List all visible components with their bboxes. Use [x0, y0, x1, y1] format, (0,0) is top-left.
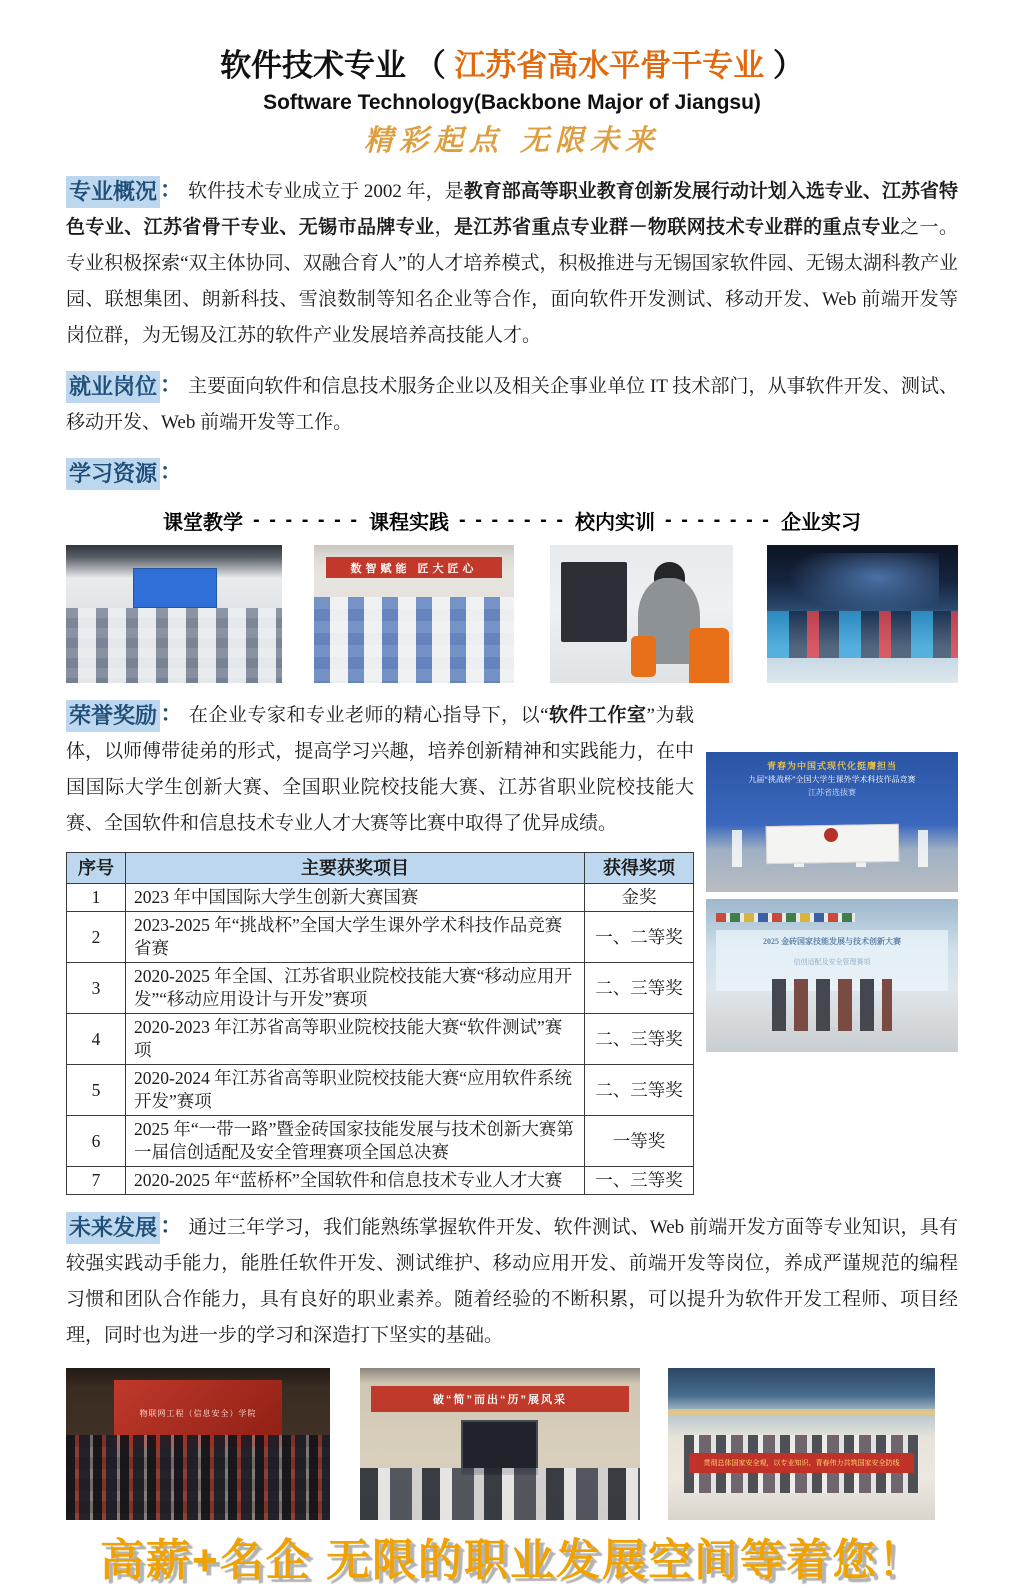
photo-label-practice: 课程实践: [369, 512, 450, 534]
photo-lecture-event: [360, 1368, 640, 1520]
overview-bold-2: 是江苏省重点专业群－物联网技术专业群的重点专业: [453, 217, 901, 238]
top-slogan: 精彩起点 无限未来: [363, 123, 661, 157]
cell-index: 6: [67, 1116, 126, 1167]
future-text: 通过三年学习，我们能熟练掌握软件开发、软件测试、Web 前端开发方面等专业知识，具有较强实践动手能力，能胜任软件开发、测试维护、移动应用开发、前端开发等岗位，养成严谨规范的编程习惯和团队合作能力，具有良好的职业素养。随着经验的不断积累，可以提升为软件开发工程师、项目经理，同时也为进一步的学习和深造打下坚实的基础。: [66, 1217, 958, 1346]
resource-photos-row: [66, 545, 958, 683]
exhibit-panels: [767, 611, 958, 658]
table-row: [67, 912, 694, 963]
jobs-paragraph: [66, 367, 958, 441]
photo-campus-training: [550, 545, 733, 683]
photo-label-training: 校内实训: [574, 512, 655, 534]
cell-index: 3: [67, 963, 126, 1014]
header-index: 序号: [67, 853, 126, 884]
future-paragraph: [66, 1208, 958, 1354]
header-award: 获得奖项: [585, 853, 694, 884]
orange-chair: [689, 628, 729, 683]
title-english: Software Technology(Backbone Major of Jiangsu): [263, 91, 761, 114]
cell-index: 2: [67, 912, 126, 963]
photo-auditorium-group: [66, 1368, 330, 1520]
cell-index: 1: [67, 884, 126, 912]
flyer-page: [66, 0, 958, 1590]
ceiling-light-strip: [668, 1409, 935, 1415]
overview-text-2: ，: [434, 217, 454, 238]
table-row: [67, 963, 694, 1014]
cell-index: 5: [67, 1065, 126, 1116]
photo-label-internship: 企业实习: [780, 512, 861, 534]
photo-enterprise-internship: [767, 545, 958, 683]
honors-label: 荣誉奖励: [66, 700, 160, 732]
title-tag: 江苏省高水平骨干专业: [454, 48, 765, 83]
overview-bold-1: 教育部高等职业教育创新发展行动计划入选专业、江苏省特色专业、江苏省骨干专业、无锡市品牌专业: [66, 181, 958, 238]
cell-project: 2023 年中国国际大学生创新大赛国赛: [126, 884, 585, 912]
lecture-banner: 破“简”而出“历”展风采: [371, 1386, 629, 1412]
title-cn: 软件技术专业: [220, 48, 407, 83]
ceiling-lights: [786, 553, 939, 614]
cell-award: 一、三等奖: [585, 1167, 694, 1195]
future-colon: ：: [160, 1213, 183, 1238]
bottom-slogan: 高薪+名企 无限的职业发展空间等着您！: [100, 1536, 924, 1585]
overview-label: 专业概况: [66, 176, 160, 208]
cell-project: 2020-2023 年江苏省高等职业院校技能大赛“软件测试”赛项: [126, 1014, 585, 1065]
photo-museum-group: [668, 1368, 935, 1520]
photo-classroom-teaching: [66, 545, 282, 683]
cell-award: 二、三等奖: [585, 1065, 694, 1116]
cell-project: 2020-2025 年全国、江苏省职业院校技能大赛“移动应用开发”“移动应用设计与开发”赛项: [126, 963, 585, 1014]
table-row: [67, 1014, 694, 1065]
dash-separator: - - - - - - -: [253, 509, 360, 531]
awards-table: [66, 852, 694, 1195]
honors-photos-column: [706, 752, 958, 1052]
museum-banner: [689, 1453, 913, 1473]
jobs-text: 主要面向软件和信息技术服务企业以及相关企事业单位 IT 技术部门，从事软件开发、测试、移动开发、Web 前端开发等工作。: [66, 376, 958, 433]
overview-colon: ：: [160, 177, 183, 202]
cell-project: 2025 年“一带一路”暨金砖国家技能发展与技术创新大赛第一届信创适配及安全管理赛项全国总决赛: [126, 1116, 585, 1167]
lab-banner: 数智赋能 匠大匠心: [326, 557, 502, 578]
honors-section: [66, 696, 958, 1195]
school-seal: [824, 828, 838, 842]
cell-award: 二、三等奖: [585, 963, 694, 1014]
flags-strip: [716, 913, 855, 922]
stage-screen-text: 物联网工程（信息安全）学院: [139, 1409, 257, 1419]
honors-bold-1: 软件工作室: [548, 705, 647, 726]
cell-award: 一等奖: [585, 1116, 694, 1167]
table-row: [67, 1116, 694, 1167]
photo-label-classroom: 课堂教学: [163, 512, 244, 534]
lab-computers: [314, 597, 514, 683]
cell-index: 4: [67, 1014, 126, 1065]
challenge-backdrop-line2: 九届“挑战杯”全国大学生课外学术科技作品竞赛: [748, 775, 916, 784]
title-paren-open: （: [414, 48, 446, 83]
lecture-audience: [360, 1468, 640, 1520]
cell-award: 金奖: [585, 884, 694, 912]
jobs-colon: ：: [160, 372, 183, 397]
photo-challenge-cup: [706, 752, 958, 892]
imac-monitor: [561, 562, 627, 642]
honors-text-2: ”为载体，以师傅带徒弟的形式，提高学习兴趣，培养创新精神和实践能力，在中国国际大学生创新大赛、全国职业院校技能大赛、江苏省职业院校技能大赛、全国软件和信息技术专业人才大赛等比赛中取得了优异成绩。: [66, 705, 694, 834]
overview-paragraph: [66, 172, 958, 354]
future-label: 未来发展: [66, 1212, 160, 1244]
table-row: [67, 1167, 694, 1195]
bottom-photos-row: [66, 1368, 958, 1520]
overview-text-3: 之一。专业积极探索“双主体协同、双融合育人”的人才培养模式，积极推进与无锡国家软件园、无锡太湖科教产业园、联想集团、朗新科技、雪浪数制等知名企业等合作，面向软件开发测试、移动开发、Web 前端开发等岗位群，为无锡及江苏的软件产业发展培养高技能人才。: [66, 217, 958, 346]
museum-banner-text: 贯彻总体国家安全观，以专业知识、青春伟力共筑国家安全防线: [703, 1458, 900, 1467]
cell-project: 2023-2025 年“挑战杯”全国大学生课外学术科技作品竞赛省赛: [126, 912, 585, 963]
table-row: [67, 884, 694, 912]
brics-backdrop-line1: 2025 金砖国家技能发展与技术创新大赛: [763, 936, 901, 946]
honors-text-1: 在企业专家和专业老师的精心指导下，以“: [189, 705, 549, 726]
honors-colon: ：: [160, 701, 184, 726]
brics-backdrop-line2: 信创适配及安全管理赛项: [793, 958, 871, 967]
cell-award: 一、二等奖: [585, 912, 694, 963]
dash-separator: - - - - - - -: [664, 509, 771, 531]
resources-colon: ：: [160, 459, 183, 484]
challenge-backdrop-line1: 青春为中国式现代化挺膺担当: [766, 761, 897, 771]
table-row: [67, 1065, 694, 1116]
photo-course-practice: [314, 545, 514, 683]
page-title: [66, 46, 958, 86]
cell-project: 2020-2024 年江苏省高等职业院校技能大赛“应用软件系统开发”赛项: [126, 1065, 585, 1116]
projector-screen: [133, 568, 217, 607]
resource-photo-labels: [66, 506, 958, 535]
overview-text-1: 软件技术专业成立于 2002 年，是: [188, 181, 464, 202]
cell-project: 2020-2025 年“蓝桥杯”全国软件和信息技术专业人才大赛: [126, 1167, 585, 1195]
title-paren-close: ）: [772, 48, 804, 83]
orange-chair: [631, 636, 657, 677]
challenge-backdrop-line3: 江苏省选拔赛: [808, 788, 856, 797]
classroom-desks: [66, 608, 282, 683]
jobs-label: 就业岗位: [66, 371, 160, 403]
cell-award: 二、三等奖: [585, 1014, 694, 1065]
header-project: 主要获奖项目: [126, 853, 585, 884]
dash-separator: - - - - - - -: [459, 509, 565, 531]
team-members: [772, 979, 893, 1031]
resources-heading: [66, 454, 958, 492]
photo-brics-competition: [706, 899, 958, 1052]
cell-index: 7: [67, 1167, 126, 1195]
resources-label: 学习资源: [66, 458, 160, 490]
table-header-row: [67, 853, 694, 884]
